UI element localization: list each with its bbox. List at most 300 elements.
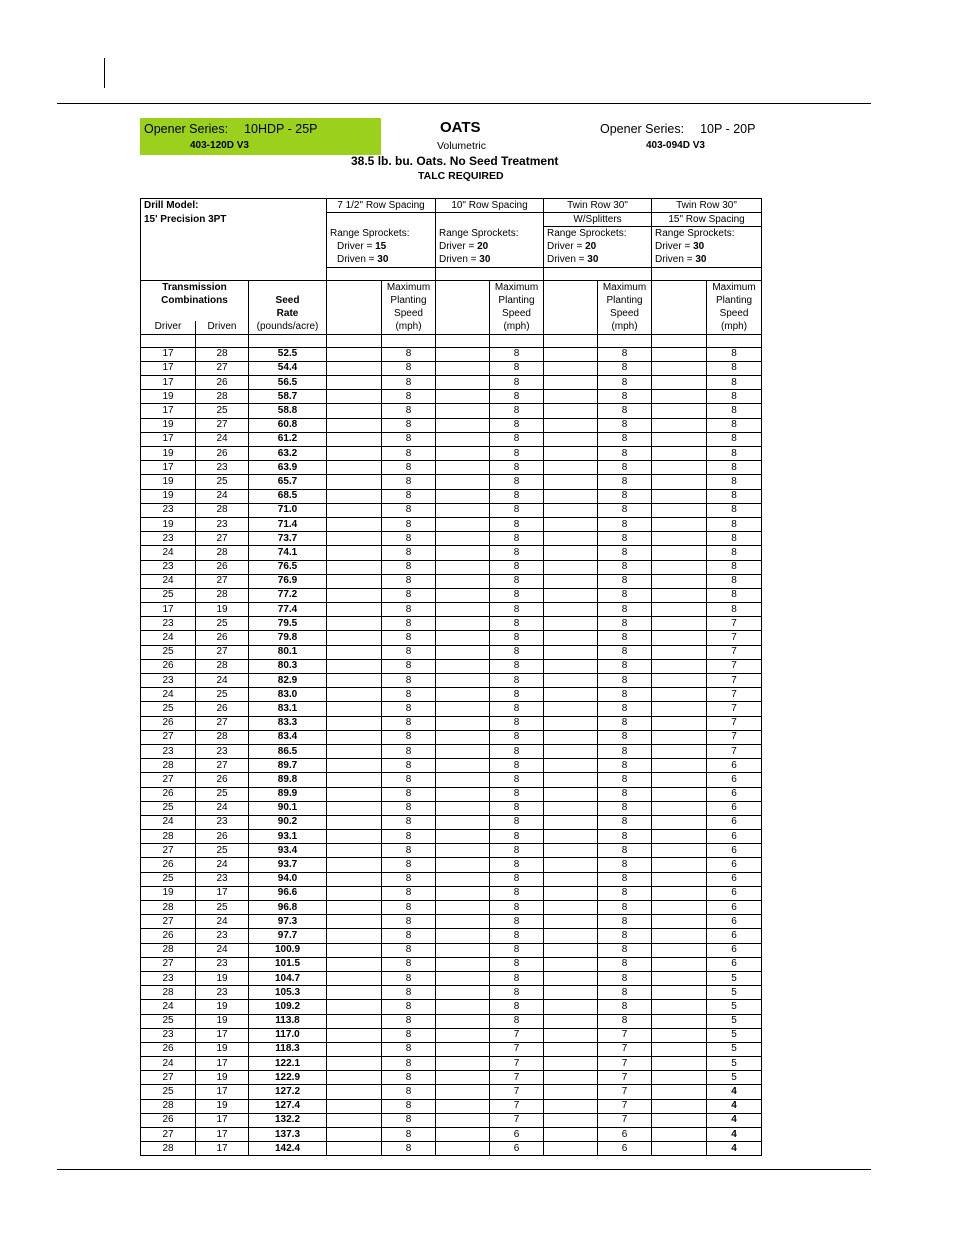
speed-col-4-cell: 8 [707, 461, 762, 475]
speed-col-4-cell: 4 [707, 1113, 762, 1127]
range-driven-3: Driven = 30 [544, 254, 652, 268]
table-row [141, 574, 762, 588]
seed-rate-cell: 56.5 [249, 376, 327, 390]
speed-col-1-cell: 8 [382, 1128, 436, 1142]
speed-col-4-cell: 7 [707, 631, 762, 645]
table-row [141, 759, 762, 773]
table-row [141, 915, 762, 929]
speed-col-1-cell: 8 [382, 801, 436, 815]
speed-col-2-cell: 6 [490, 1142, 544, 1156]
speed-col-2-cell: 7 [490, 1057, 544, 1071]
table-row [141, 1142, 762, 1156]
driver-cell: 19 [141, 475, 196, 489]
speed-col-4-cell: 7 [707, 617, 762, 631]
speed-col-4-cell: 5 [707, 971, 762, 985]
table-row [141, 702, 762, 716]
speed-col-1-cell: 8 [382, 815, 436, 829]
left-series-value: 10HDP - 25P [244, 122, 318, 136]
speed-col-3-cell: 6 [598, 1128, 652, 1142]
speed-col-2-cell: 8 [490, 603, 544, 617]
speed-col-4-cell: 6 [707, 872, 762, 886]
speed-col-1-cell: 8 [382, 432, 436, 446]
driver-cell: 23 [141, 674, 196, 688]
speed-col-1-cell: 8 [382, 688, 436, 702]
speed-col-3-cell: 8 [598, 347, 652, 361]
table-row [141, 1099, 762, 1113]
speed-col-4-cell: 6 [707, 844, 762, 858]
driven-cell: 17 [196, 886, 249, 900]
driven-cell: 26 [196, 631, 249, 645]
speed-col-2-cell: 6 [490, 1128, 544, 1142]
driven-cell: 23 [196, 815, 249, 829]
seed-rate-cell: 82.9 [249, 674, 327, 688]
range-driver-3: Driver = 20 [544, 241, 652, 254]
driven-cell: 23 [196, 929, 249, 943]
speed-col-2-cell: 8 [490, 376, 544, 390]
speed-col-2-cell: 8 [490, 915, 544, 929]
speed-col-4-cell: 8 [707, 588, 762, 602]
speed-col-3-cell: 8 [598, 971, 652, 985]
seed-rate-cell: 117.0 [249, 1028, 327, 1042]
driven-cell: 24 [196, 432, 249, 446]
table-row [141, 560, 762, 574]
table-row [141, 475, 762, 489]
range-driven-4: Driven = 30 [652, 254, 762, 268]
speed-col-4-cell: 7 [707, 645, 762, 659]
speed-col-4-cell: 8 [707, 489, 762, 503]
seed-rate-table [140, 198, 762, 1156]
seed-rate-cell: 127.2 [249, 1085, 327, 1099]
speed-col-3-cell: 7 [598, 1071, 652, 1085]
driven-cell: 27 [196, 645, 249, 659]
seed-rate-cell: 83.3 [249, 716, 327, 730]
driver-cell: 23 [141, 744, 196, 758]
speed-col-1-cell: 8 [382, 844, 436, 858]
speed-col-3-cell: 8 [598, 390, 652, 404]
speed-head-1: Maximum [490, 280, 544, 294]
speed-col-3-cell: 7 [598, 1028, 652, 1042]
driven-cell: 23 [196, 744, 249, 758]
speed-col-4-cell: 8 [707, 376, 762, 390]
table-row [141, 716, 762, 730]
driver-cell: 26 [141, 1042, 196, 1056]
speed-col-2-cell: 8 [490, 702, 544, 716]
speed-col-2-cell: 8 [490, 560, 544, 574]
seed-rate-cell: 63.2 [249, 447, 327, 461]
speed-col-4-cell: 8 [707, 546, 762, 560]
driver-cell: 27 [141, 773, 196, 787]
speed-col-2-cell: 7 [490, 1071, 544, 1085]
speed-col-1-cell: 8 [382, 1142, 436, 1156]
driven-cell: 26 [196, 376, 249, 390]
speed-head-1: Maximum [382, 280, 436, 294]
speed-col-3-cell: 8 [598, 787, 652, 801]
seed-rate-cell: 68.5 [249, 489, 327, 503]
speed-col-3-cell: 8 [598, 1014, 652, 1028]
speed-head-2: Planting [598, 294, 652, 307]
speed-col-2-cell: 8 [490, 347, 544, 361]
speed-col-4-cell: 5 [707, 1014, 762, 1028]
table-row [141, 929, 762, 943]
driven-cell: 25 [196, 688, 249, 702]
speed-col-3-cell: 8 [598, 404, 652, 418]
driven-cell: 23 [196, 517, 249, 531]
top-rule [57, 103, 871, 104]
driver-cell: 27 [141, 957, 196, 971]
table-row [141, 404, 762, 418]
seed-rate-cell: 93.7 [249, 858, 327, 872]
speed-col-3-cell: 8 [598, 376, 652, 390]
table-row [141, 674, 762, 688]
driver-cell: 26 [141, 929, 196, 943]
speed-col-1-cell: 8 [382, 716, 436, 730]
speed-col-3-cell: 8 [598, 730, 652, 744]
driven-cell: 26 [196, 773, 249, 787]
speed-col-2-cell: 8 [490, 744, 544, 758]
speed-col-4-cell: 7 [707, 744, 762, 758]
driven-cell: 19 [196, 603, 249, 617]
speed-col-3-cell: 8 [598, 716, 652, 730]
speed-col-4-cell: 7 [707, 688, 762, 702]
speed-col-2-cell: 8 [490, 773, 544, 787]
speed-col-4-cell: 8 [707, 418, 762, 432]
speed-head-2: Planting [490, 294, 544, 307]
speed-col-4-cell: 7 [707, 702, 762, 716]
driver-cell: 28 [141, 943, 196, 957]
speed-col-4-cell: 6 [707, 957, 762, 971]
speed-col-2-cell: 7 [490, 1042, 544, 1056]
seed-rate-cell: 80.1 [249, 645, 327, 659]
speed-col-2-cell: 8 [490, 503, 544, 517]
speed-col-4-cell: 8 [707, 361, 762, 375]
seed-rate-cell: 77.2 [249, 588, 327, 602]
table-row [141, 971, 762, 985]
driven-cell: 27 [196, 759, 249, 773]
right-series-value: 10P - 20P [700, 122, 756, 136]
speed-col-3-cell: 7 [598, 1042, 652, 1056]
speed-col-3-cell: 8 [598, 361, 652, 375]
speed-col-2-cell: 8 [490, 418, 544, 432]
seed-rate-cell: 137.3 [249, 1128, 327, 1142]
table-row [141, 957, 762, 971]
right-part-number: 403-094D V3 [646, 140, 705, 151]
driven-cell: 25 [196, 475, 249, 489]
driven-cell: 24 [196, 801, 249, 815]
speed-col-2-cell: 8 [490, 815, 544, 829]
seed-rate-cell: 76.5 [249, 560, 327, 574]
speed-col-1-cell: 8 [382, 574, 436, 588]
transmission-label: Transmission [141, 280, 249, 294]
speed-col-3-cell: 8 [598, 844, 652, 858]
driver-cell: 19 [141, 517, 196, 531]
left-series-label: Opener Series: [144, 122, 229, 136]
speed-col-2-cell: 8 [490, 929, 544, 943]
speed-col-3-cell: 7 [598, 1085, 652, 1099]
speed-col-2-cell: 8 [490, 390, 544, 404]
driver-cell: 26 [141, 659, 196, 673]
speed-col-2-cell: 8 [490, 943, 544, 957]
range-driven-2: Driven = 30 [436, 254, 544, 268]
speed-col-4-cell: 4 [707, 1085, 762, 1099]
speed-col-1-cell: 8 [382, 376, 436, 390]
seed-head: Seed [249, 294, 327, 307]
speed-col-1-cell: 8 [382, 929, 436, 943]
driver-cell: 25 [141, 645, 196, 659]
speed-col-3-cell: 8 [598, 858, 652, 872]
driven-cell: 24 [196, 489, 249, 503]
speed-col-4-cell: 6 [707, 943, 762, 957]
table-row [141, 461, 762, 475]
driven-cell: 28 [196, 588, 249, 602]
driver-cell: 19 [141, 886, 196, 900]
driven-cell: 23 [196, 461, 249, 475]
driver-cell: 23 [141, 617, 196, 631]
table-row [141, 361, 762, 375]
speed-col-1-cell: 8 [382, 1028, 436, 1042]
speed-col-2-cell: 8 [490, 801, 544, 815]
speed-col-1-cell: 8 [382, 702, 436, 716]
seed-rate-cell: 58.7 [249, 390, 327, 404]
speed-col-4-cell: 5 [707, 1000, 762, 1014]
driven-cell: 17 [196, 1142, 249, 1156]
driven-cell: 27 [196, 716, 249, 730]
speed-col-2-cell: 8 [490, 872, 544, 886]
speed-col-4-cell: 6 [707, 929, 762, 943]
speed-col-1-cell: 8 [382, 645, 436, 659]
driver-cell: 24 [141, 574, 196, 588]
seed-rate-cell: 90.2 [249, 815, 327, 829]
speed-col-1-cell: 8 [382, 617, 436, 631]
table-row [141, 603, 762, 617]
sub-col-1 [327, 213, 436, 227]
speed-col-4-cell: 6 [707, 801, 762, 815]
speed-col-3-cell: 8 [598, 702, 652, 716]
seed-rate-cell: 118.3 [249, 1042, 327, 1056]
driven-cell: 24 [196, 858, 249, 872]
driver-cell: 28 [141, 986, 196, 1000]
speed-col-4-cell: 6 [707, 759, 762, 773]
speed-col-4-cell: 5 [707, 986, 762, 1000]
speed-col-3-cell: 8 [598, 617, 652, 631]
speed-col-1-cell: 8 [382, 560, 436, 574]
table-row [141, 532, 762, 546]
seed-rate-cell: 54.4 [249, 361, 327, 375]
speed-col-3-cell: 8 [598, 830, 652, 844]
driver-cell: 28 [141, 1099, 196, 1113]
speed-col-4-cell: 5 [707, 1057, 762, 1071]
speed-col-3-cell: 7 [598, 1057, 652, 1071]
margin-bar [104, 58, 105, 88]
driver-cell: 17 [141, 404, 196, 418]
seed-rate-cell: 74.1 [249, 546, 327, 560]
speed-col-2-cell: 8 [490, 886, 544, 900]
table-row [141, 517, 762, 531]
driven-cell: 27 [196, 574, 249, 588]
driver-cell: 27 [141, 1071, 196, 1085]
speed-head-1: Maximum [707, 280, 762, 294]
speed-col-1-cell: 8 [382, 744, 436, 758]
speed-col-1-cell: 8 [382, 759, 436, 773]
table-row [141, 390, 762, 404]
driver-cell: 24 [141, 631, 196, 645]
speed-col-3-cell: 8 [598, 688, 652, 702]
speed-col-1-cell: 8 [382, 361, 436, 375]
seed-rate-cell: 60.8 [249, 418, 327, 432]
seed-rate-cell: 122.9 [249, 1071, 327, 1085]
driver-cell: 27 [141, 844, 196, 858]
table-row [141, 631, 762, 645]
speed-col-3-cell: 8 [598, 659, 652, 673]
speed-col-4-cell: 6 [707, 858, 762, 872]
driven-cell: 17 [196, 1085, 249, 1099]
driver-cell: 24 [141, 1057, 196, 1071]
table-row [141, 886, 762, 900]
driver-cell: 25 [141, 1014, 196, 1028]
speed-col-1-cell: 8 [382, 1042, 436, 1056]
speed-col-2-cell: 8 [490, 730, 544, 744]
speed-col-4-cell: 5 [707, 1028, 762, 1042]
table-row [141, 1128, 762, 1142]
rate-head: Rate [249, 307, 327, 320]
seed-rate-cell: 127.4 [249, 1099, 327, 1113]
driven-cell: 27 [196, 418, 249, 432]
speed-col-1-cell: 8 [382, 674, 436, 688]
table-row [141, 1042, 762, 1056]
speed-col-2-cell: 7 [490, 1113, 544, 1127]
talc-note: TALC REQUIRED [418, 170, 504, 182]
seed-rate-cell: 73.7 [249, 532, 327, 546]
speed-col-1-cell: 8 [382, 503, 436, 517]
speed-col-2-cell: 8 [490, 830, 544, 844]
sub-col-3: W/Splitters [544, 213, 652, 227]
driver-cell: 25 [141, 872, 196, 886]
table-row [141, 1014, 762, 1028]
speed-col-2-cell: 8 [490, 901, 544, 915]
speed-col-4-cell: 5 [707, 1042, 762, 1056]
driven-cell: 19 [196, 971, 249, 985]
driver-cell: 28 [141, 901, 196, 915]
speed-col-4-cell: 6 [707, 787, 762, 801]
speed-col-1-cell: 8 [382, 730, 436, 744]
table-row [141, 815, 762, 829]
driver-cell: 17 [141, 432, 196, 446]
driver-cell: 19 [141, 390, 196, 404]
seed-rate-cell: 83.1 [249, 702, 327, 716]
speed-head-4: (mph) [598, 321, 652, 335]
table-row [141, 432, 762, 446]
table-row [141, 645, 762, 659]
driver-cell: 25 [141, 702, 196, 716]
driven-cell: 17 [196, 1128, 249, 1142]
table-row [141, 830, 762, 844]
driver-head: Driver [141, 321, 196, 335]
speed-col-1-cell: 8 [382, 773, 436, 787]
drill-model-label: Drill Model: [141, 199, 327, 213]
driven-cell: 17 [196, 1113, 249, 1127]
driven-cell: 17 [196, 1028, 249, 1042]
driver-cell: 17 [141, 603, 196, 617]
sub-col-4: 15" Row Spacing [652, 213, 762, 227]
speed-col-3-cell: 8 [598, 517, 652, 531]
driver-cell: 17 [141, 461, 196, 475]
speed-col-3-cell: 8 [598, 901, 652, 915]
driver-cell: 17 [141, 361, 196, 375]
spacing-col-1: 7 1/2" Row Spacing [327, 199, 436, 213]
table-row [141, 986, 762, 1000]
speed-col-1-cell: 8 [382, 447, 436, 461]
driver-cell: 27 [141, 1128, 196, 1142]
driven-cell: 28 [196, 347, 249, 361]
driven-cell: 23 [196, 957, 249, 971]
drill-model-value: 15' Precision 3PT [141, 213, 327, 227]
speed-col-3-cell: 8 [598, 886, 652, 900]
speed-col-4-cell: 8 [707, 390, 762, 404]
speed-col-4-cell: 6 [707, 815, 762, 829]
speed-col-2-cell: 8 [490, 759, 544, 773]
driver-cell: 23 [141, 560, 196, 574]
speed-col-4-cell: 6 [707, 773, 762, 787]
driven-cell: 28 [196, 659, 249, 673]
driven-cell: 28 [196, 503, 249, 517]
seed-rate-cell: 80.3 [249, 659, 327, 673]
speed-col-4-cell: 4 [707, 1099, 762, 1113]
speed-col-1-cell: 8 [382, 347, 436, 361]
bottom-rule [57, 1169, 871, 1170]
speed-col-4-cell: 8 [707, 603, 762, 617]
speed-col-2-cell: 7 [490, 1085, 544, 1099]
speed-col-3-cell: 8 [598, 546, 652, 560]
speed-col-2-cell: 8 [490, 617, 544, 631]
speed-head-4: (mph) [490, 321, 544, 335]
speed-col-1-cell: 8 [382, 461, 436, 475]
speed-col-3-cell: 8 [598, 631, 652, 645]
speed-col-2-cell: 8 [490, 588, 544, 602]
seed-rate-cell: 76.9 [249, 574, 327, 588]
table-row [141, 1000, 762, 1014]
driven-cell: 27 [196, 361, 249, 375]
speed-col-1-cell: 8 [382, 1057, 436, 1071]
speed-col-1-cell: 8 [382, 631, 436, 645]
right-series-label: Opener Series: [600, 122, 685, 136]
range-label-2: Range Sprockets: [436, 227, 544, 241]
table-row [141, 376, 762, 390]
speed-col-4-cell: 7 [707, 716, 762, 730]
speed-col-3-cell: 6 [598, 1142, 652, 1156]
seed-rate-cell: 109.2 [249, 1000, 327, 1014]
speed-col-2-cell: 8 [490, 546, 544, 560]
speed-col-4-cell: 8 [707, 404, 762, 418]
table-row [141, 773, 762, 787]
seed-rate-cell: 113.8 [249, 1014, 327, 1028]
speed-col-3-cell: 8 [598, 872, 652, 886]
driven-cell: 26 [196, 702, 249, 716]
table-row [141, 1028, 762, 1042]
seed-rate-cell: 93.4 [249, 844, 327, 858]
seed-rate-cell: 97.3 [249, 915, 327, 929]
seed-rate-cell: 79.5 [249, 617, 327, 631]
speed-col-1-cell: 8 [382, 1014, 436, 1028]
speed-col-1-cell: 8 [382, 418, 436, 432]
speed-col-4-cell: 7 [707, 674, 762, 688]
driver-cell: 26 [141, 716, 196, 730]
speed-col-2-cell: 8 [490, 957, 544, 971]
speed-col-1-cell: 8 [382, 787, 436, 801]
seed-rate-cell: 132.2 [249, 1113, 327, 1127]
speed-col-2-cell: 8 [490, 432, 544, 446]
speed-col-2-cell: 8 [490, 787, 544, 801]
speed-col-4-cell: 4 [707, 1128, 762, 1142]
speed-col-4-cell: 8 [707, 475, 762, 489]
